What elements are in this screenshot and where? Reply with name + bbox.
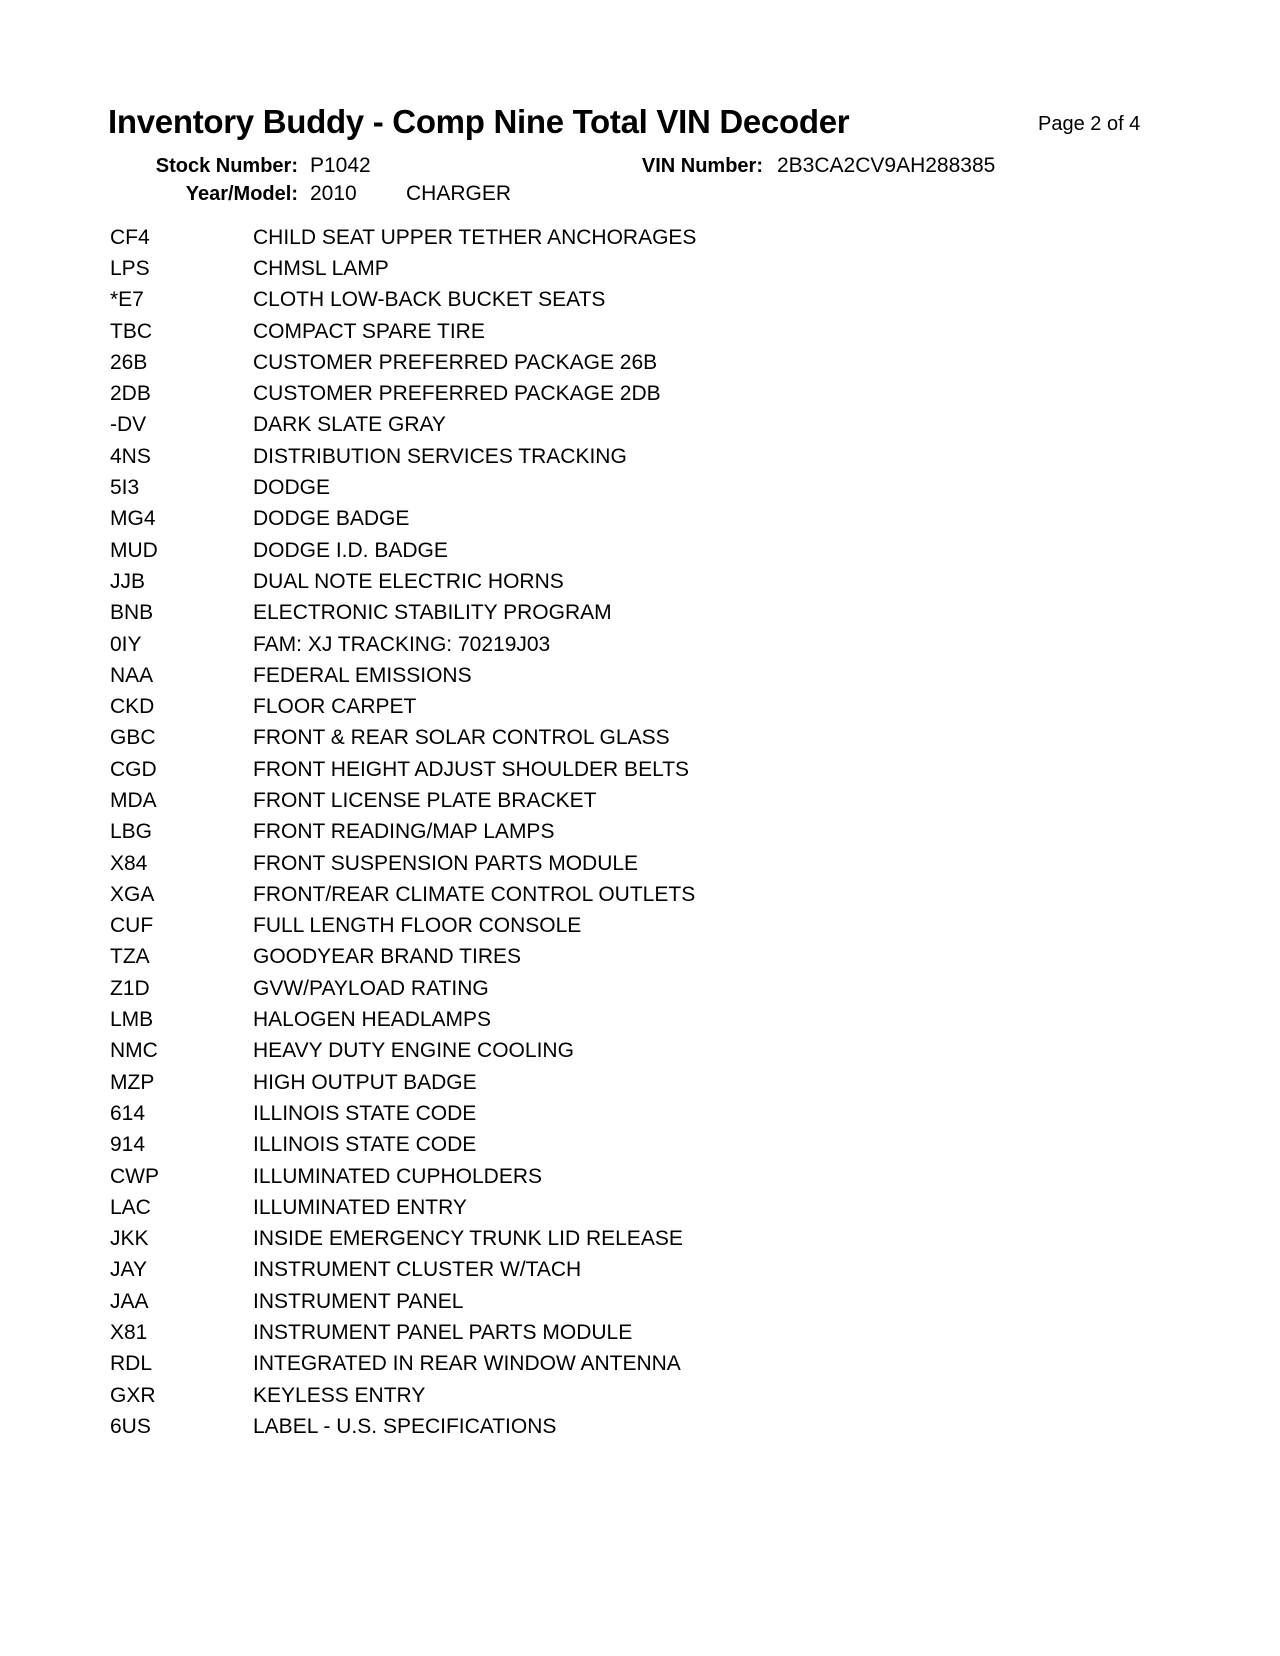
option-code: JAY [110,1258,147,1282]
table-row [110,1067,1230,1098]
option-code: X84 [110,851,148,875]
table-row [110,973,1230,1004]
option-code: JAA [110,1289,149,1313]
option-description: ILLINOIS STATE CODE [253,1133,477,1157]
option-description: CLOTH LOW-BACK BUCKET SEATS [253,288,606,312]
stock-number-label: Stock Number: [155,155,298,177]
option-code: *E7 [110,288,144,312]
table-row [110,1004,1230,1035]
option-code: Z1D [110,976,150,1000]
option-code: X81 [110,1321,148,1345]
table-row [110,1192,1230,1223]
option-description: INSTRUMENT PANEL [253,1289,464,1313]
option-code: GXR [110,1383,156,1407]
option-description: FLOOR CARPET [253,695,417,719]
option-code: MUD [110,538,158,562]
table-row [110,1036,1230,1067]
option-code: JJB [110,569,146,593]
option-description: CUSTOMER PREFERRED PACKAGE 2DB [253,382,661,406]
table-row [110,504,1230,535]
model-value: CHARGER [406,182,512,205]
option-code: 4NS [110,444,151,468]
table-row [110,285,1230,316]
option-description: GVW/PAYLOAD RATING [253,976,489,1000]
table-row [110,660,1230,691]
table-row [110,441,1230,472]
table-row [110,1349,1230,1380]
option-code: MG4 [110,507,156,531]
option-description: INSIDE EMERGENCY TRUNK LID RELEASE [253,1227,683,1251]
table-row [110,629,1230,660]
option-description: ILLINOIS STATE CODE [253,1101,477,1125]
option-code: LBG [110,820,153,844]
option-code: NAA [110,663,154,687]
option-code: CUF [110,914,154,938]
option-description: COMPACT SPARE TIRE [253,319,485,343]
option-description: ILLUMINATED CUPHOLDERS [253,1164,542,1188]
option-description: FAM: XJ TRACKING: 70219J03 [253,632,551,656]
option-description: FRONT/REAR CLIMATE CONTROL OUTLETS [253,882,696,906]
option-code: CF4 [110,225,150,249]
page-number: Page 2 of 4 [1038,113,1141,135]
option-description: FRONT & REAR SOLAR CONTROL GLASS [253,726,670,750]
option-description: INSTRUMENT CLUSTER W/TACH [253,1258,582,1282]
option-description: ELECTRONIC STABILITY PROGRAM [253,601,612,625]
table-row [110,1286,1230,1317]
option-description: GOODYEAR BRAND TIRES [253,945,521,969]
option-code: 26B [110,350,148,374]
option-code: TBC [110,319,152,343]
option-code: 914 [110,1133,146,1157]
option-code: 614 [110,1101,146,1125]
option-description: FULL LENGTH FLOOR CONSOLE [253,914,582,938]
table-row [110,942,1230,973]
table-row [110,316,1230,347]
table-row [110,1380,1230,1411]
table-row [110,566,1230,597]
table-row [110,1161,1230,1192]
table-row [110,347,1230,378]
option-code: BNB [110,601,154,625]
option-description: FRONT READING/MAP LAMPS [253,820,555,844]
table-row [110,253,1230,284]
option-description: CHMSL LAMP [253,256,389,280]
table-row [110,222,1230,253]
table-row [110,879,1230,910]
table-row [110,1224,1230,1255]
option-code: TZA [110,945,150,969]
option-code: LAC [110,1195,151,1219]
year-value: 2010 [310,182,357,205]
option-description: DARK SLATE GRAY [253,413,446,437]
stock-number-value: P1042 [310,154,371,177]
option-description: HEAVY DUTY ENGINE COOLING [253,1039,574,1063]
table-row [110,848,1230,879]
table-row [110,1098,1230,1129]
option-description: ILLUMINATED ENTRY [253,1195,467,1219]
option-description: CHILD SEAT UPPER TETHER ANCHORAGES [253,225,697,249]
option-code: NMC [110,1039,158,1063]
option-description: KEYLESS ENTRY [253,1383,426,1407]
option-code: 0IY [110,632,142,656]
table-row [110,472,1230,503]
option-code: CGD [110,757,157,781]
option-description: FEDERAL EMISSIONS [253,663,472,687]
option-description: DODGE [253,476,331,500]
option-description: INTEGRATED IN REAR WINDOW ANTENNA [253,1352,681,1376]
table-row [110,598,1230,629]
option-description: INSTRUMENT PANEL PARTS MODULE [253,1321,633,1345]
option-code: LPS [110,256,150,280]
option-code: JKK [110,1227,149,1251]
table-row [110,1317,1230,1348]
vin-number-value: 2B3CA2CV9AH288385 [777,154,996,177]
page-title: Inventory Buddy - Comp Nine Total VIN Decoder [108,103,850,140]
option-code: XGA [110,882,155,906]
table-row [110,691,1230,722]
table-row [110,535,1230,566]
option-description: LABEL - U.S. SPECIFICATIONS [253,1414,557,1438]
option-description: DUAL NOTE ELECTRIC HORNS [253,569,564,593]
table-row [110,723,1230,754]
option-code: 5I3 [110,476,140,500]
table-row [110,754,1230,785]
option-description: CUSTOMER PREFERRED PACKAGE 26B [253,350,658,374]
option-code: MDA [110,788,157,812]
table-row [110,1255,1230,1286]
table-row [110,911,1230,942]
option-code: 2DB [110,382,151,406]
vin-number-label: VIN Number: [641,155,763,177]
table-row [110,817,1230,848]
option-code: GBC [110,726,156,750]
option-description: FRONT LICENSE PLATE BRACKET [253,788,597,812]
table-row [110,410,1230,441]
option-description: FRONT SUSPENSION PARTS MODULE [253,851,639,875]
option-description: HIGH OUTPUT BADGE [253,1070,477,1094]
table-row [110,1411,1230,1442]
table-row [110,378,1230,409]
table-row [110,1130,1230,1161]
option-description: DODGE BADGE [253,507,410,531]
option-description: FRONT HEIGHT ADJUST SHOULDER BELTS [253,757,690,781]
option-code: MZP [110,1070,155,1094]
option-description: DODGE I.D. BADGE [253,538,448,562]
option-code-list [110,222,1230,1443]
year-model-label: Year/Model: [185,183,298,205]
option-code: CWP [110,1164,159,1188]
option-description: HALOGEN HEADLAMPS [253,1008,492,1032]
option-description: DISTRIBUTION SERVICES TRACKING [253,444,627,468]
option-code: -DV [110,413,147,437]
option-code: RDL [110,1352,153,1376]
table-row [110,785,1230,816]
option-code: 6US [110,1414,151,1438]
option-code: CKD [110,695,155,719]
option-code: LMB [110,1008,154,1032]
